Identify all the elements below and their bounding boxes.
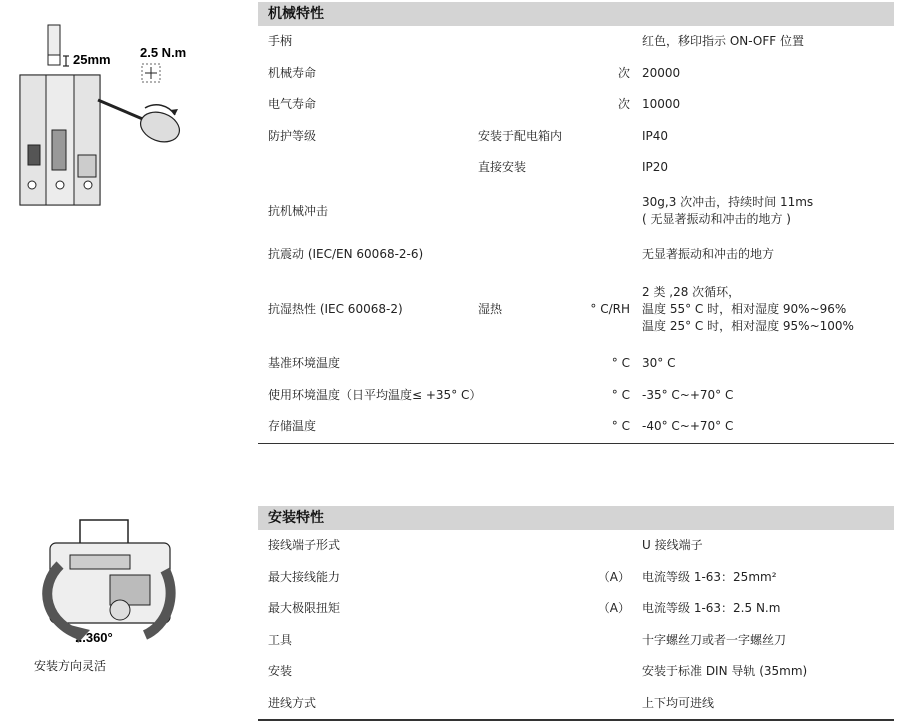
row-unit: （A） (597, 601, 630, 616)
row-value (642, 152, 892, 184)
row-label: 抗机械冲击 (268, 203, 329, 218)
row-value (642, 270, 892, 348)
table-row (258, 411, 894, 443)
install-orientation-caption: 安装方向灵活 (34, 659, 107, 673)
row-value (642, 530, 892, 562)
value-line: -35° C~+70° C (642, 387, 734, 402)
table-row (258, 26, 894, 58)
row-label: 抗震动 (IEC/EN 60068-2-6) (268, 246, 424, 261)
value-line: 30g,3 次冲击，持续时间 11ms (642, 195, 814, 209)
row-value (642, 348, 892, 380)
mechanical-characteristics-section (258, 2, 894, 444)
value-line: -40° C~+70° C (642, 419, 734, 434)
table-row (258, 380, 894, 412)
row-value (642, 26, 892, 58)
row-label: 抗湿热性 (IEC 60068-2) (268, 301, 403, 316)
row-value (642, 58, 892, 90)
table-row (258, 58, 894, 90)
section-divider (258, 443, 894, 445)
installation-section-title: 安装特性 (258, 506, 894, 530)
row-value (642, 239, 892, 271)
mechanical-rows (258, 26, 894, 443)
row-condition: 湿热 (478, 301, 503, 316)
table-row (258, 239, 894, 271)
value-line: ( 无显著振动和冲击的地方 ) (642, 212, 791, 226)
row-value (642, 625, 892, 657)
torque-label: 2.5 N.m (140, 45, 187, 60)
table-row (258, 530, 894, 562)
table-row (258, 270, 894, 348)
row-label: 防护等级 (268, 128, 317, 143)
row-label: 最大接线能力 (268, 569, 341, 584)
table-row (258, 562, 894, 594)
row-unit: ° C (611, 419, 630, 434)
row-value (642, 411, 892, 443)
table-row (258, 121, 894, 153)
row-label: 工具 (268, 632, 293, 647)
breaker-torque-illustration (10, 20, 225, 215)
installation-rows (258, 530, 894, 719)
row-value (642, 562, 892, 594)
value-line: 无显著振动和冲击的地方 (642, 246, 775, 261)
row-value (642, 688, 892, 720)
table-row (258, 89, 894, 121)
row-label: 机械寿命 (268, 65, 317, 80)
value-line: 红色，移印指示 ON-OFF 位置 (642, 34, 804, 49)
row-label: 接线端子形式 (268, 538, 341, 553)
value-line: 上下均可进线 (642, 695, 715, 710)
row-condition: 安装于配电箱内 (478, 128, 563, 143)
table-row (258, 593, 894, 625)
rotation-illustration (20, 515, 220, 655)
row-unit: 次 (617, 65, 630, 80)
row-value (642, 656, 892, 688)
row-value (642, 184, 892, 239)
rotation-label: ...360° (75, 630, 113, 645)
mechanical-section-title: 机械特性 (258, 2, 894, 26)
value-line: 10000 (642, 97, 681, 112)
section-divider (258, 719, 894, 721)
row-unit: ° C (611, 387, 630, 402)
table-row (258, 184, 894, 239)
value-line: IP40 (642, 128, 669, 143)
value-line: 温度 25° C 时，相对湿度 95%~100% (642, 318, 854, 333)
row-label: 基准环境温度 (268, 356, 341, 371)
table-row (258, 348, 894, 380)
dimension-length-label: 25mm (73, 52, 111, 67)
row-label: 存储温度 (268, 419, 317, 434)
row-label: 安装 (268, 664, 293, 679)
value-line: 2 类 ,28 次循环， (642, 284, 741, 299)
value-line: 十字螺丝刀或者一字螺丝刀 (642, 632, 787, 647)
row-unit: 次 (617, 97, 630, 112)
table-row (258, 656, 894, 688)
row-label: 电气寿命 (268, 97, 317, 112)
row-value (642, 89, 892, 121)
row-unit: ° C/RH (590, 301, 630, 316)
table-row (258, 688, 894, 720)
row-label: 进线方式 (268, 695, 317, 710)
row-label: 手柄 (268, 34, 293, 49)
table-row (258, 152, 894, 184)
value-line: 20000 (642, 65, 681, 80)
value-line: 电流等级 1-63：25mm² (642, 569, 777, 584)
value-line: IP20 (642, 160, 669, 175)
value-line: 安装于标准 DIN 导轨 (35mm) (642, 664, 808, 679)
row-label: 最大极限扭矩 (268, 601, 341, 616)
installation-characteristics-section (258, 506, 894, 721)
row-value (642, 593, 892, 625)
row-value (642, 121, 892, 153)
row-condition: 直接安装 (478, 160, 527, 175)
row-unit: ° C (611, 356, 630, 371)
row-label: 使用环境温度（日平均温度≤ +35° C） (268, 387, 482, 402)
row-value (642, 380, 892, 412)
value-line: 电流等级 1-63：2.5 N.m (642, 601, 781, 616)
row-unit: （A） (597, 569, 630, 584)
table-row (258, 625, 894, 657)
value-line: U 接线端子 (642, 538, 703, 553)
value-line: 温度 55° C 时，相对湿度 90%~96% (642, 301, 847, 316)
value-line: 30° C (642, 356, 676, 371)
